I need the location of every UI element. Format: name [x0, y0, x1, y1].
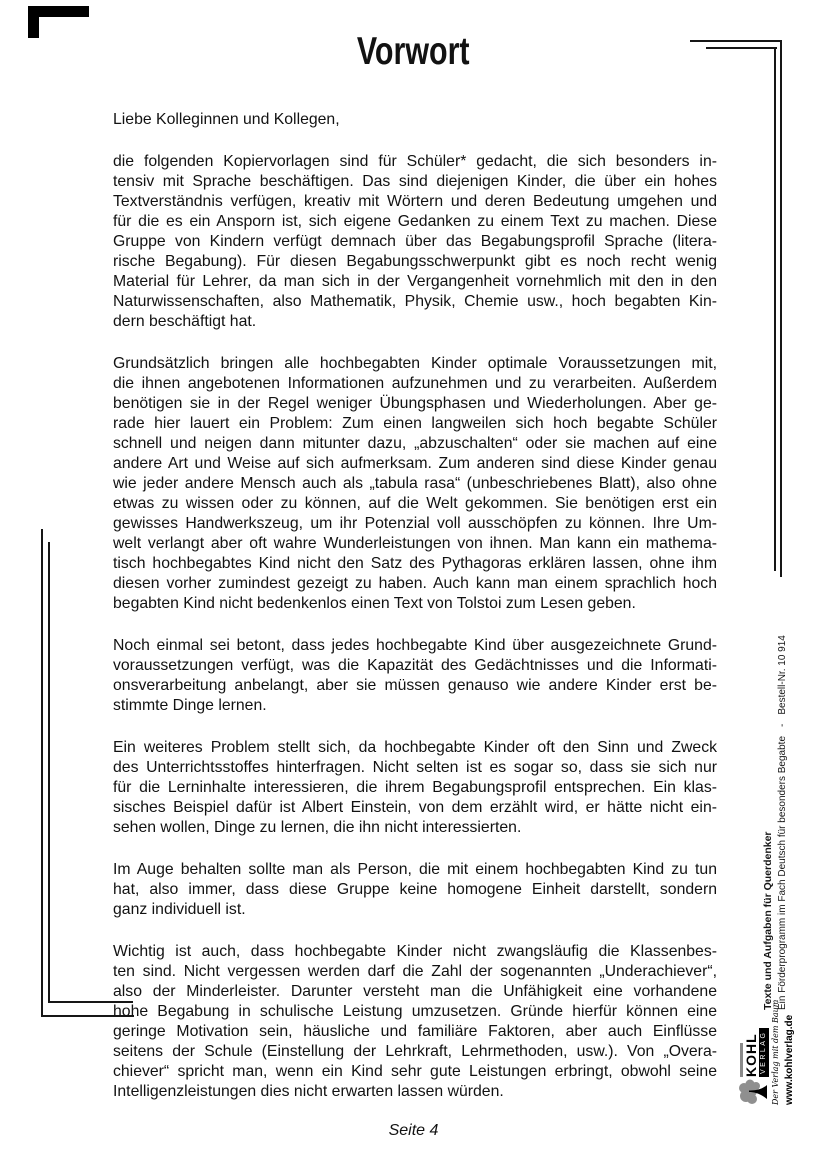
text-line: Ein weiteres Problem stellt sich, da hochbegabte Kinder oft den Sinn und Zweck	[113, 739, 717, 756]
text-line: hat, also immer, dass diese Gruppe keine homogene Einheit darstellt, sondern	[113, 881, 717, 898]
greeting-line: Liebe Kolleginnen und Kollegen,	[113, 111, 340, 128]
text-line: die ihnen angebotenen Informationen aufzunehmen und zu verarbeiten. Außerdem	[113, 375, 717, 392]
paragraph	[113, 354, 717, 614]
text-line: dern beschäftigt hat.	[113, 313, 257, 330]
logo-wordmark	[740, 1028, 769, 1077]
text-line: also der Minderleister. Darunter versteht man die Unfähigkeit eine vorhandene	[113, 983, 717, 1000]
book-info-sidebar	[762, 618, 789, 1010]
text-line: schnell und neigen dann mitunter dazu, „abzuschalten“ oder sie machen auf eine	[113, 435, 717, 452]
book-subtitle-line	[776, 618, 790, 1010]
text-line: stimmte Dinge lernen.	[113, 697, 267, 714]
paragraph	[113, 942, 717, 1102]
text-line: Naturwissenschaften, also Mathematik, Physik, Chemie usw., hoch begabten Kin-	[113, 293, 717, 310]
publisher-logo	[737, 999, 795, 1105]
separator-dash: -	[776, 723, 788, 727]
text-line: Textverständnis verfügen, kreativ mit Wörtern und deren Bedeutung umgehen und	[113, 193, 717, 210]
logo-brand-row	[737, 1013, 769, 1105]
text-line: Im Auge behalten sollte man als Person, die mit einem hochbegabten Kind zu tun	[113, 861, 717, 878]
paragraph	[113, 738, 717, 838]
text-line: Gruppe von Kindern verfügt demnach über das Begabungsprofil Sprache (litera-	[113, 233, 717, 250]
paragraph	[113, 636, 717, 716]
right-border-line-inner	[774, 47, 776, 571]
text-line: begabten Kind nicht bedenkenlos einen Text von Tolstoi zum Lesen geben.	[113, 595, 636, 612]
page-title: Vorwort	[357, 30, 470, 73]
book-series-title: Texte und Aufgaben für Querdenker	[762, 831, 774, 1010]
text-line: des Unterrichtsstoffes hinterfragen. Nicht selten ist es sogar so, dass sie sich nur	[113, 759, 717, 776]
left-border-line	[41, 529, 43, 1017]
paragraph	[113, 110, 717, 130]
text-line: rische Begabung). Für diesen Begabungsschwerpunkt gibt es noch recht wenig	[113, 253, 717, 270]
logo-slogan: Der Verlag mit dem Baum	[771, 999, 780, 1105]
right-border-line	[780, 40, 782, 577]
text-line: geringe Motivation sein, häusliche und familiäre Faktoren, aber auch Einflüsse	[113, 1023, 717, 1040]
paragraph	[113, 152, 717, 332]
text-line: tisch hochbegabtes Kind nicht den Satz des Pythagoras erklären lassen, ohne ihm	[113, 555, 717, 572]
text-line: andere Art und Weise auf sich aufmerksam. Zum anderen sind diese Kinder genau	[113, 455, 717, 472]
text-line: seitens der Schule (Einstellung der Lehrkraft, Lehrmethoden, usw.). Von „Overa-	[113, 1043, 717, 1060]
paragraph	[113, 860, 717, 920]
text-line: gewisses Handwerkszeug, um ihr Potenzial voll ausschöpfen zu können. Ihre Um-	[113, 515, 717, 532]
paragraphs-container	[113, 152, 717, 1102]
text-line: Intelligenzleistungen dies nicht erwarten lassen würden.	[113, 1083, 504, 1100]
text-line: Material für Lehrer, da man sich in der Vergangenheit vornehmlich mit den in den	[113, 273, 717, 290]
text-line: diesen vorher zumindest gezeigt zu haben. Auch kann man einem sprachlich hoch	[113, 575, 717, 592]
text-line: etwas zu wissen oder zu können, auf die Welt gekommen. Sie benötigen erst ein	[113, 495, 717, 512]
text-line: welt verlangt aber oft wahre Wunderleistungen von ihnen. Man kann ein mathema-	[113, 535, 717, 552]
text-line: onsverarbeitung anbelangt, aber sie müssen genauso wie andere Kinder erst be-	[113, 677, 717, 694]
logo-brand-name: KOHL	[743, 1033, 759, 1077]
text-line: für die Lerninhalte interessieren, die ihrem Begabungsprofil entsprechen. Ein klas-	[113, 779, 717, 796]
text-line: die folgenden Kopiervorlagen sind für Schüler* gedacht, die sich besonders in-	[113, 153, 717, 170]
text-line: Noch einmal sei betont, dass jedes hochbegabte Kind über ausgezeichnete Grund-	[113, 637, 717, 654]
logo-brand-suffix: VERLAG	[759, 1028, 769, 1077]
text-line: sisches Beispiel dafür ist Albert Einstein, von dem erzählt wird, er hätte nicht ein-	[113, 799, 717, 816]
text-line: Grundsätzlich bringen alle hochbegabten Kinder optimale Voraussetzungen mit,	[113, 355, 717, 372]
left-border-line-inner	[48, 542, 50, 1003]
text-line: Wichtig ist auch, dass hochbegabte Kinder nicht zwangsläufig die Klassenbes-	[113, 943, 717, 960]
text-line: für die es ein Ansporn ist, sich eigene Gedanken zu einem Text zu machen. Diese	[113, 213, 717, 230]
text-line: chiever“ spricht man, wenn ein Kind sehr gute Leistungen erbringt, obwohl seine	[113, 1063, 717, 1080]
text-line: sehen wollen, Dinge zu lernen, die ihn nicht interessierten.	[113, 819, 522, 836]
book-subtitle: Ein Förderprogramm im Fach Deutsch für besonders Begabte	[776, 735, 788, 1010]
text-line: ganz individuell ist.	[113, 901, 246, 918]
text-line: rade hier lauert ein Problem: Zum einen langweilen sich hoch begabte Schüler	[113, 415, 717, 432]
text-line: wie jeder andere Mensch auch als „tabula rasa“ (unbeschriebenes Blatt), also ohne	[113, 475, 717, 492]
text-line: voraussetzungen verfügt, was die Kapazität des Gedächtnisses und die Informati-	[113, 657, 717, 674]
text-line: hohe Begabung in schulische Leistung umzusetzen. Gründe hierfür können eine	[113, 1003, 717, 1020]
logo-website: www.kohlverlag.de	[784, 1014, 795, 1105]
tree-icon	[737, 1079, 769, 1105]
letter-body	[113, 110, 717, 1124]
text-line: ten sind. Nicht vergessen werden darf die Zahl der sogenannten „Underachiever“,	[113, 963, 717, 980]
text-line: benötigen sie in der Regel weniger Übungsphasen und Wiederholungen. Aber ge-	[113, 395, 717, 412]
text-line: tensiv mit Sprache beschäftigen. Das sind diejenigen Kinder, die über ein hohes	[113, 173, 717, 190]
page-number: Seite 4	[388, 1122, 439, 1139]
order-number: Bestell-Nr. 10 914	[776, 635, 788, 715]
